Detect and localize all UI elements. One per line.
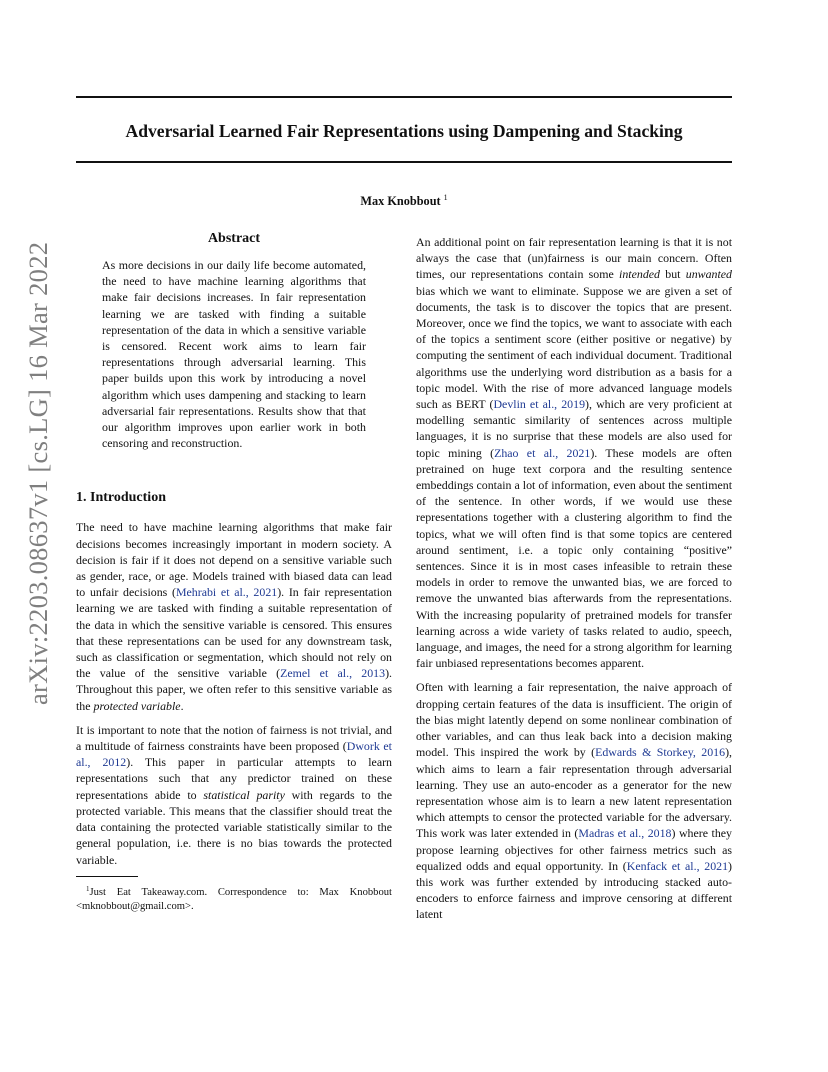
abstract-heading: Abstract [207,231,261,246]
author-affiliation-mark: 1 [443,193,448,202]
footnote-text: Just Eat Takeaway.com. Correspondence to: Max Knobbout <mknobbout@gmail.com>. [76,886,392,912]
text-run: An additional point on fair representation learning is that it is not always the case that (un)fairness is our main concern. Often times, our representations contain some [416,235,732,282]
text-run: It is important to note that the notion of fairness is not trivial, and a multitude of fairness constraints have been proposed ( [76,722,392,754]
text-run: but [660,267,686,282]
text-run: ) where they propose learning objectives for other fairness metrics such as equalized odds and equal opportunity. In ( [416,826,733,873]
text-run: ) this work was further extended by introducing stacked auto-encoders to enforce fairness and improve censoring at different latent [416,858,733,922]
intro-paragraph-2 [76,722,392,868]
text-run: with regards to the protected variable. This means that the classifier should treat the data containing the protected variable statistically similar to the general population, i.e. there is no bias towards the protected variable. [76,787,392,867]
citation-link[interactable]: Madras et al., 2018 [578,826,672,841]
emphasis-text: unwanted [685,267,732,282]
citation-link[interactable]: Dwork et al., 2012 [76,739,392,770]
title-rule-top [76,96,732,98]
citation-link[interactable]: Mehrabi et al., 2021 [175,585,278,600]
author-line [76,190,732,209]
text-run: ). Throughout this paper, we often refer to this sensitive variable as the [76,666,393,713]
emphasis-text: statistical parity [203,787,285,802]
right-column [416,234,732,931]
left-column [76,230,392,914]
footnote [76,882,392,914]
abstract-body: As more decisions in our daily life become automated, the need to have machine learning algorithms that make fair decisions increases. In fair representation learning we are tasked with finding a suitable representation of the data in which a sensitive variable is censored. Recent work aims to learn fair representations through adversarial learning. This paper builds upon this work by introducing a novel algorithm which uses dampening and stacking to learn adversarial fair representations. Results show that that our algorithm improves upon earlier work in both censoring and reconstruction. [102,258,366,451]
right-paragraph-1 [416,234,732,671]
text-run: The need to have machine learning algorithms that make fair decisions becomes increasingly important in modern society. A decision is fair if it does not depend on a sensitive variable such as gender, race, or age. Models trained with biased data can lead to unfair decisions ( [76,520,392,600]
paper-title: Adversarial Learned Fair Representations using Dampening and Stacking [125,121,683,141]
emphasis-text: protected variable [93,698,181,713]
text-run: Often with learning a fair representation, the naive approach of dropping certain features of the data is insufficient. The origin of the bias might latently depend on some nonlinear combination of other variables, and can thus leak back into a decision making model. This inspired the work by ( [416,680,732,760]
emphasis-text: intended [619,267,660,282]
introduction-heading: 1. Introduction [76,490,166,506]
text-run: ). These models are often pretrained on huge text corpora and the resulting sentence embeddings contain a lot of information, even about the sentiment of the sentence. In other words, if we would use these representations together with a clustering algorithm to find the topics, what we will often find is that some topics are centered around sentiment, i.e. a topic only containing “positive” sentences. Since it is in most cases infeasible to retrain these models in order to remove the unwanted bias, we are forced to remove the unwanted bias afterwards from the representations. With the increasing popularity of pretrained models for transfer learning across a wide variety of tasks related to audio, speech, language, and images, the need for a strong algorithm for learning fair unbiased representations becomes apparent. [416,445,732,671]
citation-link[interactable]: Kenfack et al., 2021 [626,858,729,873]
footnote-mark: 1 [86,884,90,893]
citation-link[interactable]: Zemel et al., 2013 [280,666,386,681]
citation-link[interactable]: Edwards & Storkey, 2016 [595,745,726,760]
right-paragraph-2 [416,679,732,922]
text-run: ), which are very proficient at modelling semantic similarity of sentences across multiple languages, it is no surprise that these models are also used for topic mining ( [416,397,732,460]
text-run: ), which aims to learn a fair representation through adversarial learning. They use an auto-encoder as a generator for the new representation whose aim is to learn a new latent representation which attempts to censor the protected variable for the adversary. This work was later extended in ( [416,745,733,841]
text-run: bias which we want to eliminate. Suppose we are given a set of documents, the task is to discover the topics that are present. Moreover, once we find the topics, we want to associate with each of the topics a sentiment score (either positive or negative) by computing the sentiment of each individual document. Traditional algorithms use the underlying word distribution as a basis for a topic model. With the rise of more advanced language models such as BERT ( [416,283,732,412]
arxiv-identifier-stamp: arXiv:2203.08637v1 [cs.LG] 16 Mar 2022 [23,241,53,705]
footnote-rule [76,876,138,877]
intro-paragraph-1 [76,519,392,713]
text-run: ). This paper in particular attempts to learn representations such that any predictor trained on these representations abide to [76,755,392,802]
title-rule-bottom [76,161,732,163]
text-run: . [180,698,184,713]
author-name: Max Knobbout [360,194,441,208]
citation-link[interactable]: Zhao et al., 2021 [494,445,591,460]
citation-link[interactable]: Devlin et al., 2019 [493,397,586,412]
text-run: ). In fair representation learning we are tasked with finding a suitable representation of the data in which the sensitive variable is censored. This ensures that these representations can be used for any downstream task, such as classification or segmentation, which should not rely on the value of the sensitive variable ( [76,585,392,681]
